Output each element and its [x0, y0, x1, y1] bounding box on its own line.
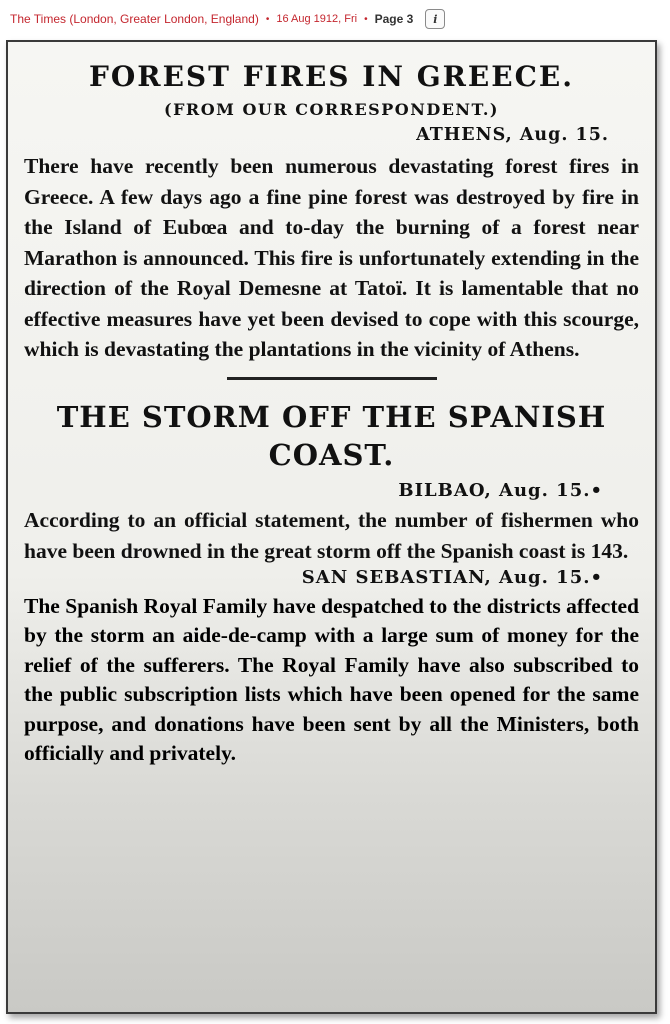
article-body: There have recently been numerous devastating forest fires in Greece. A few days ago a fine pine forest was destroyed by fire in the Island of Eubœa and to-day the burning of a forest near Marathon is announced. This fire is unfortunately extending in the direction of the Royal Demesne at Tatoï. It is lamentable that no effective measures have yet been devised to cope with this scourge, which is devastating the plantations in the vicinity of Athens.: [24, 154, 639, 361]
clipping-header: [0, 0, 670, 38]
article-dateline: BILBAO, Aug. 15.•: [398, 479, 603, 501]
section-divider: [227, 377, 437, 380]
article-headline: FOREST FIRES IN GREECE.: [89, 60, 574, 93]
page-number: Page 3: [374, 12, 414, 26]
separator-dot: •: [265, 13, 270, 25]
separator-dot: •: [364, 13, 368, 25]
newspaper-clipping: [6, 40, 657, 1014]
article-body: According to an official statement, the number of fishermen who have been drowned in the great storm off the Spanish coast is 143.: [24, 507, 639, 563]
publication-date: 16 Aug 1912, Fri: [276, 13, 358, 25]
article-headline: THE STORM OFF THE SPANISH COAST.: [56, 399, 607, 472]
article-byline: (FROM OUR CORRESPONDENT.): [164, 100, 499, 119]
article-dateline: SAN SEBASTIAN, Aug. 15.•: [301, 566, 603, 588]
article-body: The Spanish Royal Family have despatched to the districts affected by the storm an aide-de-camp with a large sum of money for the relief of the sufferers. The Royal Family have also subscribed to the public subscription lists which have been opened for the same purpose, and donations have been sent by all the Ministers, both officially and privately.: [24, 593, 639, 765]
newspaper-source-link[interactable]: The Times (London, Greater London, England): [10, 12, 259, 26]
article-dateline: ATHENS, Aug. 15.: [416, 125, 609, 145]
info-icon[interactable]: i: [425, 9, 445, 29]
